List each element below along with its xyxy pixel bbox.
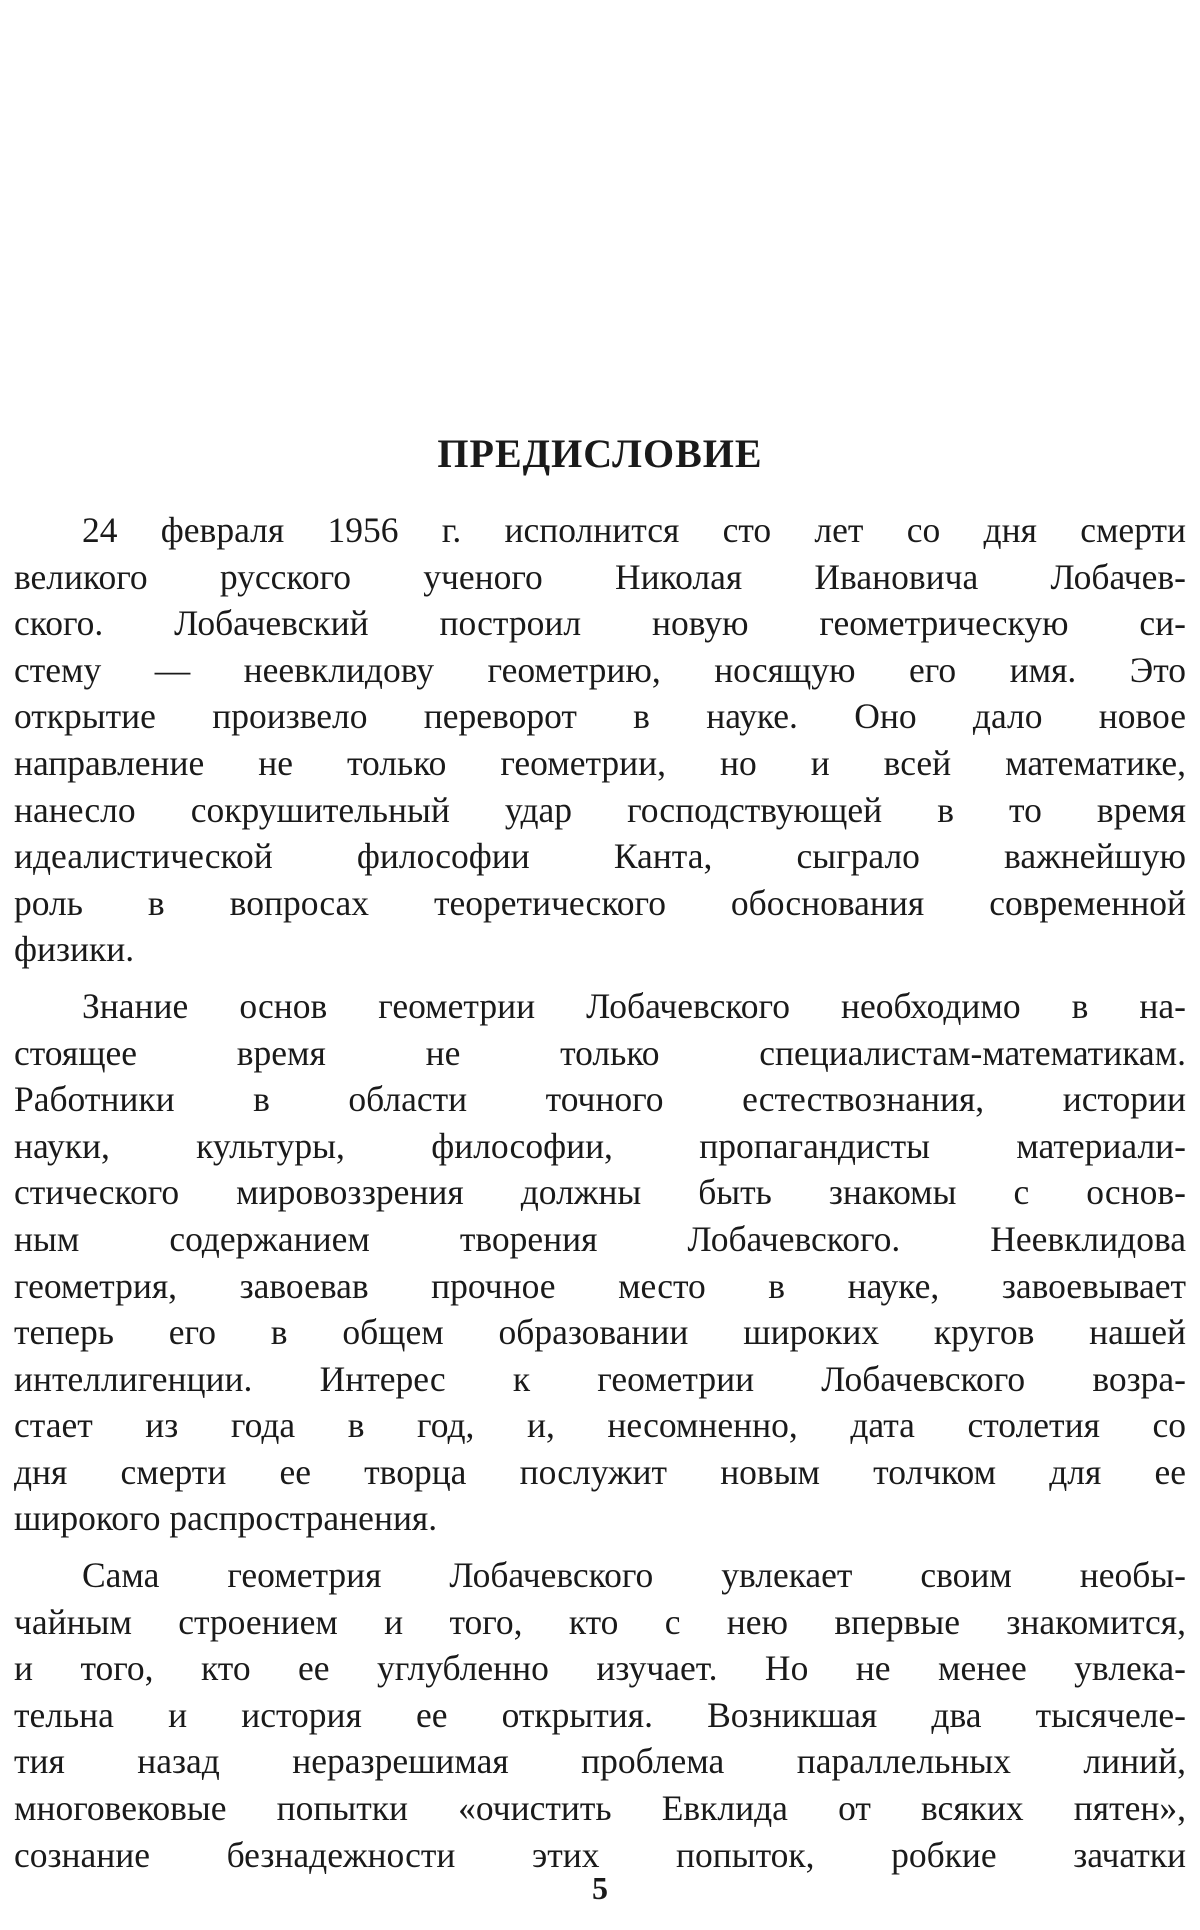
text-line: науки, культуры, философии, пропагандисты материали- [14, 1125, 1186, 1166]
paragraph-3 [14, 1552, 1186, 1878]
text-line: Сама геометрия Лобачевского увлекает своим необы- [82, 1555, 1186, 1596]
text-line: чайным строением и того, кто с нею впервые знакомится, [14, 1601, 1186, 1642]
text-line: стает из года в год, и, несомненно, дата столетия со [14, 1405, 1186, 1446]
paragraph-1 [14, 507, 1186, 973]
text-line: роль в вопросах теоретического обоснования современной [14, 882, 1186, 923]
text-line: геометрия, завоевав прочное место в науке, завоевывает [14, 1265, 1186, 1306]
text-line: многовековые попытки «очистить Евклида от всяких пятен», [14, 1788, 1186, 1829]
page-title: ПРЕДИСЛОВИЕ [437, 431, 763, 476]
text-line: открытие произвело переворот в науке. Оно дало новое [14, 696, 1186, 737]
body-text [14, 507, 1186, 1888]
paragraph-2 [14, 983, 1186, 1542]
text-line: стического мировоззрения должны быть знакомы с основ- [14, 1172, 1186, 1213]
text-line: нанесло сокрушительный удар господствующей в то время [14, 789, 1186, 830]
text-line: стему — неевклидову геометрию, носящую его имя. Это [14, 649, 1186, 690]
text-line: интеллигенции. Интерес к геометрии Лобачевского возра- [14, 1358, 1186, 1399]
text-line: тия назад неразрешимая проблема параллельных линий, [14, 1741, 1186, 1782]
text-line: направление не только геометрии, но и всей математике, [14, 742, 1186, 783]
text-line: широкого распространения. [14, 1498, 438, 1539]
text-line: великого русского ученого Николая Ивановича Лобачев- [14, 556, 1186, 597]
text-line: тельна и история ее открытия. Возникшая два тысячеле- [14, 1694, 1186, 1735]
text-line: стоящее время не только специалистам-математикам. [14, 1032, 1186, 1073]
text-line: Работники в области точного естествознания, истории [14, 1079, 1186, 1120]
text-line: ным содержанием творения Лобачевского. Неевклидова [14, 1218, 1186, 1259]
text-line: физики. [14, 929, 135, 970]
text-line: 24 февраля 1956 г. исполнится сто лет со дня смерти [82, 510, 1186, 550]
text-line: Знание основ геометрии Лобачевского необходимо в на- [82, 985, 1186, 1026]
page-number: 5 [592, 1870, 608, 1906]
text-line: ского. Лобачевский построил новую геометрическую си- [14, 603, 1186, 644]
text-line: и того, кто ее углубленно изучает. Но не менее увлека- [14, 1648, 1186, 1689]
text-line: сознание безнадежности этих попыток, робкие зачатки [14, 1834, 1186, 1875]
text-line: идеалистической философии Канта, сыграло важнейшую [14, 836, 1186, 877]
book-page [14, 0, 1186, 1930]
text-line: дня смерти ее творца послужит новым толчком для ее [14, 1451, 1186, 1492]
text-line: теперь его в общем образовании широких кругов нашей [14, 1312, 1186, 1353]
